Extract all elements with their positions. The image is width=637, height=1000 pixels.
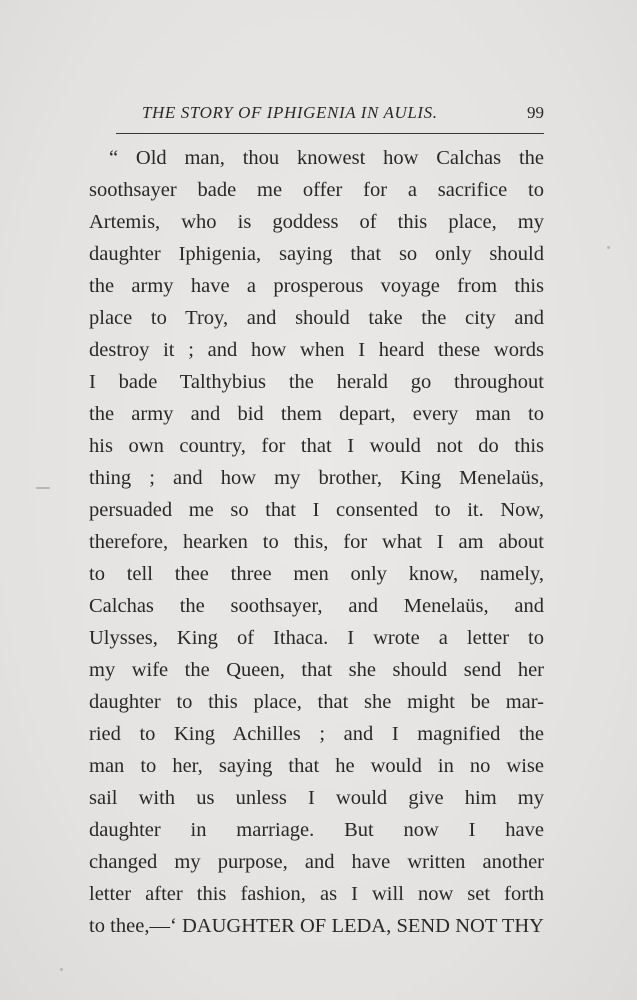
text-line: sail with us unless I would give him my <box>89 787 544 809</box>
text-line: the army have a prosperous voyage from this <box>89 275 544 297</box>
text-line: soothsayer bade me offer for a sacrifice to <box>89 179 544 201</box>
text-line: letter after this fashion, as I will now set forth <box>89 883 544 905</box>
paper-speck <box>36 487 50 489</box>
text-line: “ Old man, thou knowest how Calchas the <box>109 147 544 169</box>
paper-speck <box>607 246 610 249</box>
text-line: I bade Talthybius the herald go throughout <box>89 371 544 393</box>
running-title: THE STORY OF IPHIGENIA IN AULIS. <box>142 103 438 122</box>
text-line: destroy it ; and how when I heard these words <box>89 339 544 361</box>
text-line: persuaded me so that I consented to it. Now, <box>89 499 544 521</box>
text-line: place to Troy, and should take the city and <box>89 307 544 329</box>
page-number: 99 <box>527 103 544 122</box>
text-line: my wife the Queen, that she should send her <box>89 659 544 681</box>
text-line: his own country, for that I would not do this <box>89 435 544 457</box>
text-line: Ulysses, King of Ithaca. I wrote a letter to <box>89 627 544 649</box>
text-line: changed my purpose, and have written another <box>89 851 544 873</box>
paper-speck <box>60 968 63 971</box>
text-line: daughter Iphigenia, saying that so only should <box>89 243 544 265</box>
text-line: daughter to this place, that she might be mar- <box>89 691 544 713</box>
text-line: ried to King Achilles ; and I magnified the <box>89 723 544 745</box>
text-line: thing ; and how my brother, King Menelaüs, <box>89 467 544 489</box>
text-line: Artemis, who is goddess of this place, my <box>89 211 544 233</box>
text-line: to tell thee three men only know, namely, <box>89 563 544 585</box>
header-rule <box>116 133 544 134</box>
text-line: therefore, hearken to this, for what I am about <box>89 531 544 553</box>
text-line: the army and bid them depart, every man to <box>89 403 544 425</box>
text-line: to thee,—‘ DAUGHTER OF LEDA, SEND NOT THY <box>89 915 544 937</box>
running-head <box>116 103 546 131</box>
text-line: daughter in marriage. But now I have <box>89 819 544 841</box>
body-text <box>89 142 544 942</box>
text-line: man to her, saying that he would in no wise <box>89 755 544 777</box>
text-line: Calchas the soothsayer, and Menelaüs, and <box>89 595 544 617</box>
